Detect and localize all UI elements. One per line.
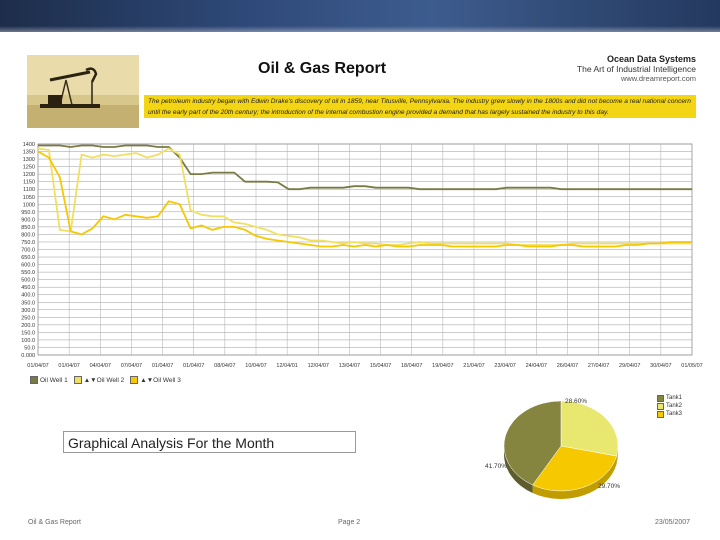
x-tick-label: 01/04/07: [151, 363, 174, 369]
y-tick-label: 200.0: [21, 322, 35, 329]
y-tick-label: 850.0: [21, 224, 35, 231]
y-tick-label: 1150: [23, 179, 35, 186]
y-tick-label: 1200: [22, 172, 35, 179]
footer-date: 23/05/2007: [655, 519, 691, 526]
pie-data-label: 41.70%: [485, 463, 508, 470]
legend-label: ▲▼Oil Well 3: [140, 376, 181, 384]
x-tick-label: 30/04/07: [650, 363, 672, 369]
y-tick-label: 600.0: [21, 262, 35, 269]
pie-legend: [657, 394, 682, 418]
footer-page: Page 2: [338, 519, 361, 526]
pie-legend-item: [657, 410, 682, 418]
y-tick-label: 750.0: [21, 239, 35, 246]
x-tick-label: 12/04/01: [276, 363, 298, 369]
x-tick-label: 12/04/07: [307, 363, 329, 369]
x-tick-label: 04/04/07: [89, 363, 111, 369]
analysis-heading: Graphical Analysis For the Month: [63, 431, 356, 453]
y-tick-label: 1250: [22, 164, 35, 171]
x-tick-label: 01/04/07: [58, 363, 80, 369]
y-tick-label: 50.0: [24, 345, 35, 352]
y-tick-label: 900.0: [21, 217, 35, 224]
y-tick-label: 150.0: [21, 330, 35, 337]
y-tick-label: 450.0: [21, 285, 35, 292]
x-tick-label: 29/04/07: [619, 363, 641, 369]
y-tick-label: 800.0: [21, 232, 35, 239]
pie-data-label: 29.70%: [598, 483, 621, 490]
y-tick-label: 1350: [22, 149, 35, 156]
x-tick-label: 10/04/07: [245, 363, 267, 369]
x-tick-label: 08/04/07: [214, 363, 236, 369]
x-tick-label: 01/05/07: [681, 363, 703, 369]
x-tick-label: 23/04/07: [494, 363, 516, 369]
x-tick-label: 13/04/07: [338, 363, 361, 369]
y-tick-label: 350.0: [21, 300, 35, 307]
legend-label: Tank2: [666, 403, 683, 409]
x-tick-label: 07/04/07: [120, 363, 143, 369]
y-tick-label: 700.0: [21, 247, 35, 254]
y-tick-label: 650.0: [21, 255, 35, 262]
company-tagline: The Art of Industrial Intelligence: [576, 64, 696, 74]
report-title: Oil & Gas Report: [258, 60, 387, 77]
x-tick-label: 27/04/07: [587, 363, 610, 369]
y-tick-label: 250.0: [21, 315, 35, 322]
legend-swatch: [657, 395, 664, 402]
legend-label: ▲▼Oil Well 2: [83, 376, 125, 384]
x-tick-label: 26/04/07: [556, 363, 579, 369]
company-name: Ocean Data Systems: [606, 54, 696, 64]
x-tick-label: 18/04/07: [401, 363, 423, 369]
y-tick-label: 550.0: [21, 270, 35, 277]
y-tick-label: 0.000: [21, 353, 35, 359]
company-url[interactable]: www.dreamreport.com: [620, 74, 696, 83]
y-tick-label: 500.0: [21, 277, 35, 284]
pie-legend-item: [657, 402, 682, 410]
y-tick-label: 1400: [22, 142, 35, 148]
legend-label: Oil Well 1: [40, 376, 68, 384]
pie-data-label: 28.60%: [565, 398, 588, 405]
x-tick-label: 24/04/07: [525, 363, 547, 369]
y-tick-label: 100.0: [21, 337, 35, 344]
y-tick-label: 1100: [23, 187, 35, 194]
x-tick-label: 21/04/07: [463, 363, 485, 369]
y-tick-label: 1050: [22, 194, 35, 201]
intro-banner: The petroleum industry began with Edwin Drake's discovery of oil in 1859, near Titusville, Pennsylvania. The industry grew slowly in the 1800s and did not become a real national concern until the early part of the 20th century; the introduction of the internal combustion engine provided a demand that has largely sustained the industry to this day.: [144, 95, 696, 118]
legend-label: Tank3: [666, 411, 683, 417]
x-tick-label: 15/04/07: [369, 363, 392, 369]
y-tick-label: 300.0: [21, 307, 35, 314]
y-tick-label: 400.0: [21, 292, 35, 299]
y-tick-label: 950.0: [21, 209, 35, 216]
legend-label: Tank1: [666, 395, 683, 401]
y-tick-label: 1300: [22, 157, 35, 164]
pie-legend-item: [657, 394, 682, 402]
legend-swatch: [657, 403, 664, 410]
x-tick-label: 19/04/07: [432, 363, 454, 369]
legend-swatch: [657, 411, 664, 418]
y-tick-label: 1000: [22, 202, 35, 209]
footer-left: Oil & Gas Report: [28, 519, 81, 526]
x-tick-label: 01/04/07: [183, 363, 205, 369]
x-tick-label: 01/04/07: [27, 363, 49, 369]
